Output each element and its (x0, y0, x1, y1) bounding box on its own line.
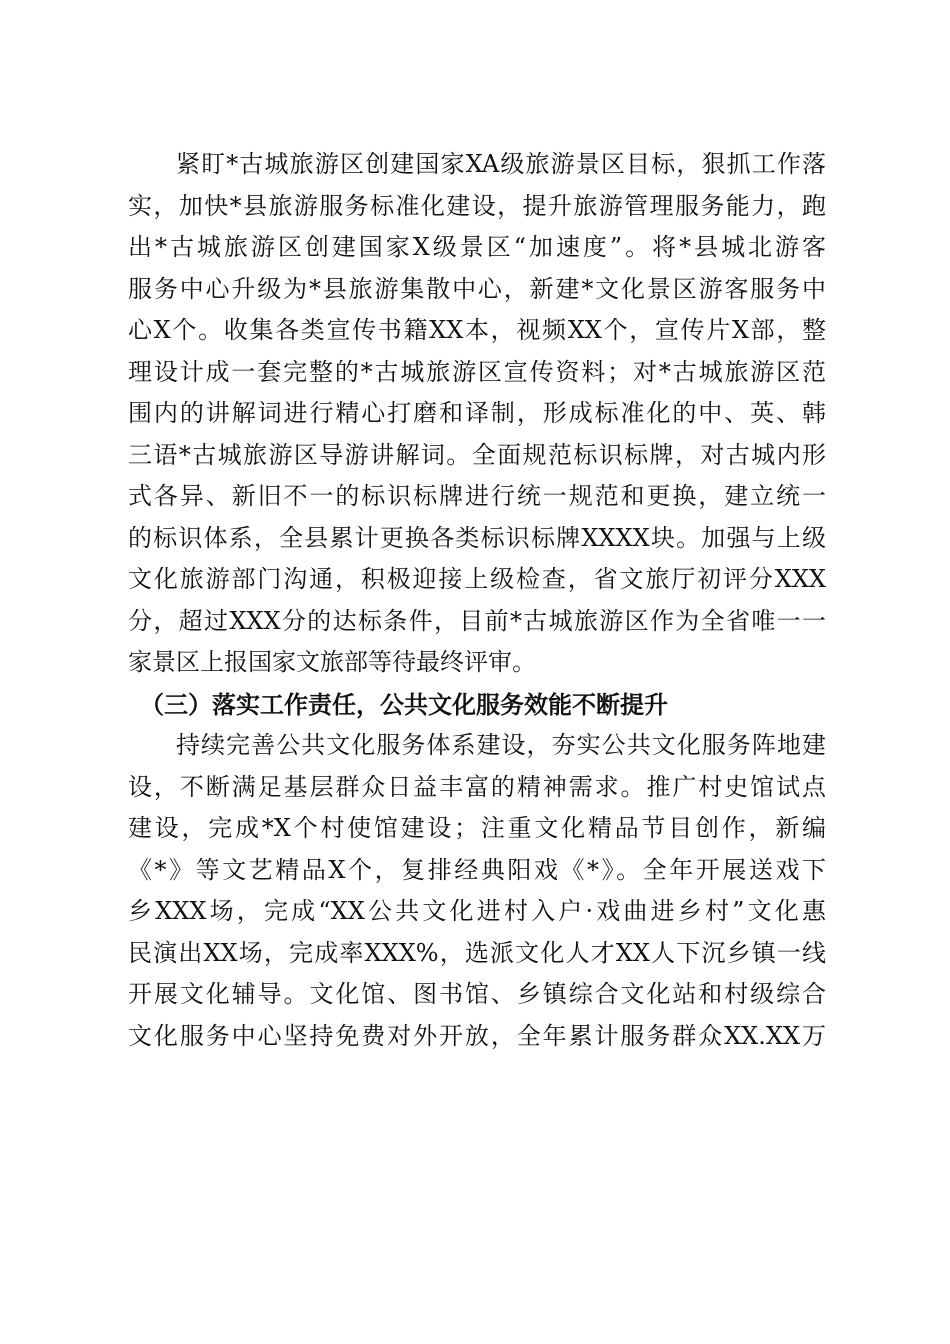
text-line: 服务中心升级为*县旅游集散中心，新建*文化景区游客服务中 (128, 274, 826, 303)
text-line: 式各异、新旧不一的标识标牌进行统一规范和更换，建立统一 (128, 482, 826, 510)
text-line: 理设计成一套完整的*古城旅游区宣传资料；对*古城旅游区范 (128, 357, 826, 386)
text-line: 围内的讲解词进行精心打磨和译制，形成标准化的中、英、韩 (128, 399, 826, 427)
text-line: 实，加快*县旅游服务标准化建设，提升旅游管理服务能力，跑 (128, 191, 826, 220)
text-line: 三语*古城旅游区导游讲解词。全面规范标识标牌，对古城内形 (128, 440, 826, 469)
text-line: 《*》等文艺精品X个，复排经典阳戏《*》。全年开展送戏下 (128, 855, 826, 884)
document-body (128, 144, 826, 1057)
text-line: 文化旅游部门沟通，积极迎接上级检查，省文旅厅初评分XXX (128, 565, 826, 593)
text-line: 建设，完成*X个村使馆建设；注重文化精品节目创作，新编 (128, 814, 826, 842)
text-line: 的标识体系，全县累计更换各类标识标牌XXXX块。加强与上级 (128, 523, 826, 552)
text-line: 持续完善公共文化服务体系建设，夯实公共文化服务阵地建 (176, 731, 826, 759)
text-line: 乡XXX场，完成“XX公共文化进村入户·戏曲进乡村”文化惠 (128, 897, 826, 925)
text-line: 家景区上报国家文旅部等待最终评审。 (128, 648, 536, 676)
text-line: 文化服务中心坚持免费对外开放，全年累计服务群众XX.XX万 (128, 1021, 826, 1050)
text-line: 开展文化辅导。文化馆、图书馆、乡镇综合文化站和村级综合 (128, 980, 826, 1008)
text-line: 设，不断满足基层群众日益丰富的精神需求。推广村史馆试点 (128, 772, 826, 801)
paragraph-public-culture-service (128, 725, 826, 1057)
section-heading: （三）落实工作责任，公共文化服务效能不断提升 (140, 689, 668, 719)
text-line: 分，超过XXX分的达标条件，目前*古城旅游区作为全省唯一一 (128, 606, 826, 635)
text-line: 民演出XX场，完成率XXX%，选派文化人才XX人下沉乡镇一线 (128, 938, 826, 967)
text-line: 心X个。收集各类宣传书籍XX本，视频XX个，宣传片X部，整 (128, 316, 826, 344)
paragraph-tourism-standardization (128, 144, 826, 684)
text-line: 出*古城旅游区创建国家X级景区“加速度”。将*县城北游客 (128, 233, 826, 261)
text-line: 紧盯*古城旅游区创建国家XA级旅游景区目标，狠抓工作落 (176, 150, 826, 178)
